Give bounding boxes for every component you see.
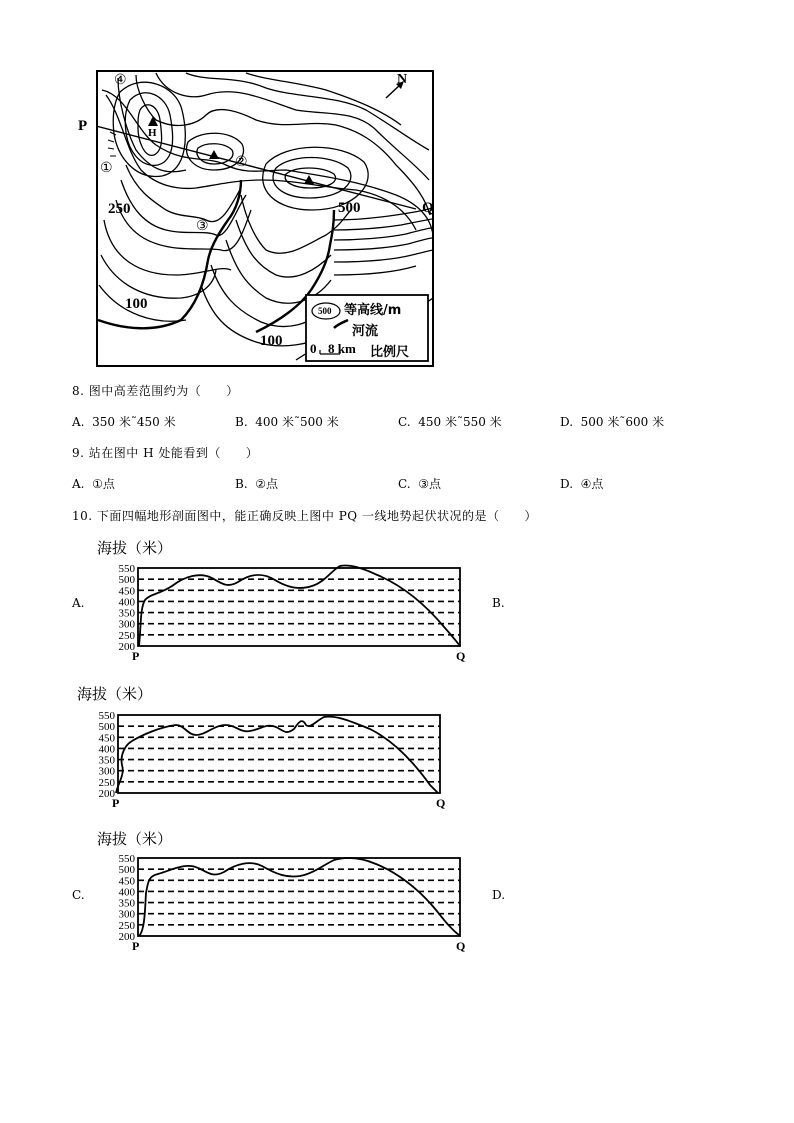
elevation-tick-label: 300: [118, 908, 135, 921]
question-9-option-B[interactable]: B. ②点: [235, 477, 279, 491]
question-9-option-C[interactable]: C. ③点: [398, 477, 441, 491]
question-8-option-D[interactable]: D. 500 米˜600 米: [560, 415, 665, 429]
elevation-tick-label: 350: [118, 897, 135, 910]
contour-label-100-west: 100: [125, 296, 148, 312]
elevation-tick-label: 500: [118, 574, 135, 587]
north-arrow-label: N: [397, 72, 408, 87]
elevation-tick-label: 550: [98, 710, 115, 722]
elevation-tick-label: 250: [98, 776, 115, 789]
elevation-tick-label: 300: [118, 618, 135, 631]
legend-river-text: 河流: [352, 324, 379, 339]
question-8-option-C[interactable]: C. 450 米˜550 米: [398, 415, 502, 429]
elevation-tick-label: 250: [118, 919, 135, 932]
elevation-tick-label: 550: [118, 563, 135, 575]
profile-x-start-label: P: [132, 649, 140, 663]
elevation-tick-label: 500: [98, 721, 115, 734]
contour-label-100-south: 100: [260, 333, 283, 349]
elevation-tick-label: 200: [118, 641, 135, 653]
elevation-tick-label: 350: [98, 754, 115, 767]
question-9-stem: 9. 站在图中 H 处能看到（ ）: [72, 446, 259, 460]
question-8-option-A[interactable]: A. 350 米˜450 米: [72, 415, 176, 429]
elevation-tick-label: 500: [118, 864, 135, 877]
profile-C-title: 海拔（米）: [97, 830, 173, 848]
elevation-tick-label: 250: [118, 629, 135, 642]
profile-x-end-label: Q: [456, 939, 466, 953]
question-10-stem: 10. 下面四幅地形剖面图中，能正确反映上图中 PQ 一线地势起伏状况的是（ ）: [72, 509, 537, 523]
profile-option-A[interactable]: A.: [72, 596, 85, 610]
profile-A-title: 海拔（米）: [97, 539, 173, 557]
elevation-tick-label: 450: [118, 875, 135, 888]
elevation-tick-label: 450: [98, 732, 115, 745]
contour-label-500: 500: [338, 200, 361, 216]
legend-scale-text: 比例尺: [370, 345, 410, 360]
point-1-label: ①: [100, 160, 113, 176]
point-3-label: ③: [196, 218, 209, 234]
map-label-Q: Q: [422, 200, 434, 216]
topographic-map: [96, 70, 436, 370]
profile-x-start-label: P: [132, 939, 140, 953]
elevation-tick-label: 400: [118, 596, 135, 609]
profile-B-title: 海拔（米）: [77, 685, 153, 703]
question-9-option-D[interactable]: D. ④点: [560, 477, 604, 491]
profile-A-chart: [100, 558, 480, 666]
legend-scale-8km: 8 km: [328, 341, 356, 356]
question-8-option-B[interactable]: B. 400 米˜500 米: [235, 415, 339, 429]
profile-option-D[interactable]: D.: [492, 888, 506, 902]
question-8-stem: 8. 图中高差范围约为（ ）: [72, 384, 239, 398]
profile-C-chart: [100, 848, 480, 956]
elevation-tick-label: 200: [98, 788, 115, 800]
profile-option-B[interactable]: B.: [492, 596, 505, 610]
elevation-tick-label: 400: [118, 886, 135, 899]
point-2-label: ②: [235, 154, 248, 170]
contour-label-250: 250: [108, 201, 131, 217]
profile-x-end-label: Q: [456, 649, 466, 663]
elevation-tick-label: 300: [98, 765, 115, 778]
legend-contour-text: 等高线/m: [344, 303, 402, 318]
elevation-tick-label: 200: [118, 931, 135, 943]
terrain-profile-curve: [139, 565, 460, 646]
elevation-tick-label: 400: [98, 743, 115, 756]
legend-scale-zero: 0: [310, 341, 317, 356]
elevation-tick-label: 350: [118, 607, 135, 620]
map-label-P: P: [78, 118, 88, 134]
profile-option-C[interactable]: C.: [72, 888, 85, 902]
elevation-tick-label: 550: [118, 853, 135, 865]
question-9-option-A[interactable]: A. ①点: [72, 477, 115, 491]
map-label-H: H: [148, 127, 157, 139]
legend-contour-sample: 500: [318, 306, 332, 316]
profile-B-chart: [80, 705, 470, 813]
profile-x-start-label: P: [112, 796, 120, 810]
elevation-tick-label: 450: [118, 585, 135, 598]
profile-x-end-label: Q: [436, 796, 446, 810]
point-4-label: ④: [114, 72, 127, 88]
